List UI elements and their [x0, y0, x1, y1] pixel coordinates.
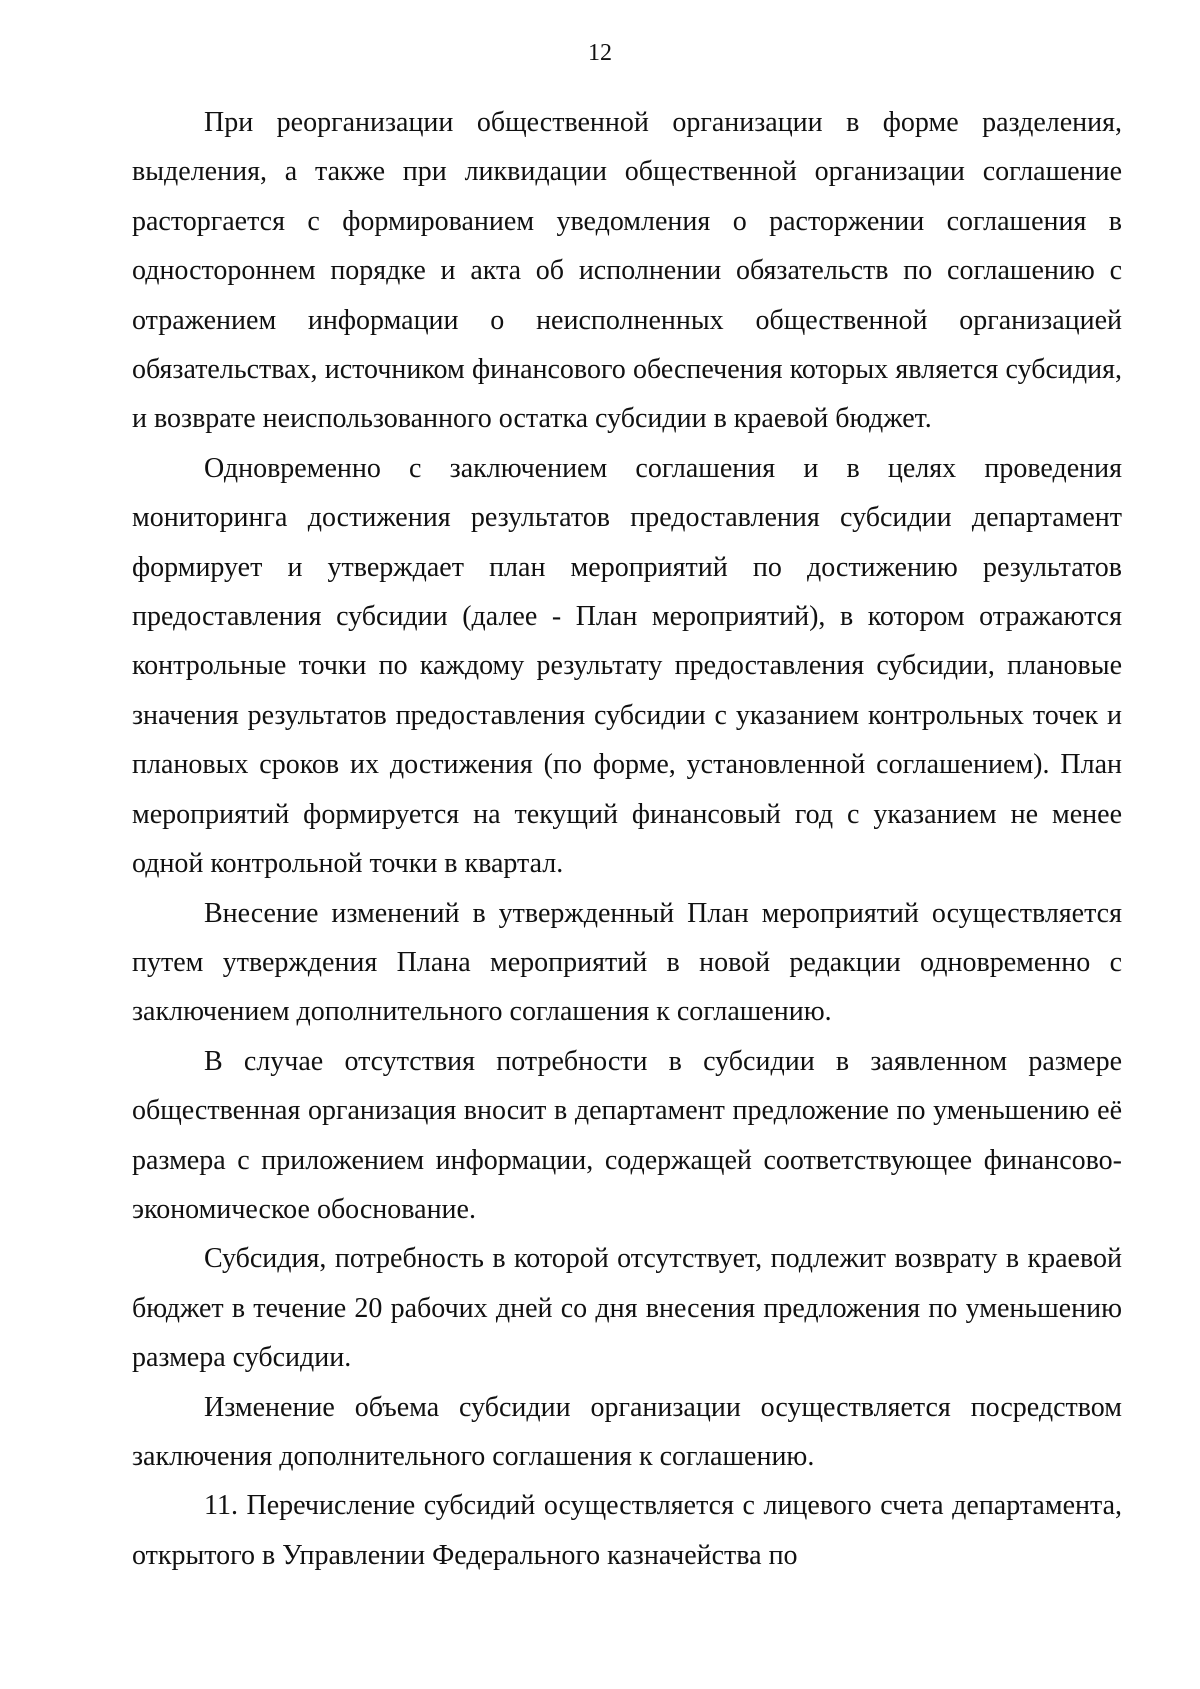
paragraph-action-plan: Одновременно с заключением соглашения и в целях проведения мониторинга достижения результатов предоставления субсидии департамент формирует и утверждает план мероприятий по достижению результатов предоставления субсидии (далее - План мероприятий), в котором отражаются контрольные точки по каждому результату предоставления субсидии, плановые значения результатов предоставления субсидии с указанием контрольных точек и плановых сроков их достижения (по форме, установленной соглашением). План мероприятий формируется на текущий финансовый год с указанием не менее одной контрольной точки в квартал.	[132, 452, 1122, 880]
document-body	[132, 98, 1122, 1580]
page-number: 12	[588, 40, 612, 66]
paragraph-subsidy-return: Субсидия, потребность в которой отсутствует, подлежит возврату в краевой бюджет в течение 20 рабочих дней со дня внесения предложения по уменьшению размера субсидии.	[132, 1243, 1122, 1374]
paragraph-reduction-proposal: В случае отсутствия потребности в субсидии в заявленном размере общественная организация вносит в департамент предложение по уменьшению её размера с приложением информации, содержащей соответствующее финансово-экономическое обоснование.	[132, 1045, 1122, 1225]
paragraph-volume-change: Изменение объема субсидии организации осуществляется посредством заключения дополнительного соглашения к соглашению.	[132, 1391, 1122, 1472]
paragraph-plan-changes: Внесение изменений в утвержденный План мероприятий осуществляется путем утверждения Плана мероприятий в новой редакции одновременно с заключением дополнительного соглашения к соглашению.	[132, 897, 1122, 1028]
paragraph-item-11: 11. Перечисление субсидий осуществляется с лицевого счета департамента, открытого в Управлении Федерального казначейства по	[132, 1490, 1122, 1571]
paragraph-reorganization: При реорганизации общественной организации в форме разделения, выделения, а также при ликвидации общественной организации соглашение расторгается с формированием уведомления о расторжении соглашения в одностороннем порядке и акта об исполнении обязательств по соглашению с отражением информации о неисполненных общественной организацией обязательствах, источником финансового обеспечения которых является субсидия, и возврате неиспользованного остатка субсидии в краевой бюджет.	[132, 107, 1122, 435]
